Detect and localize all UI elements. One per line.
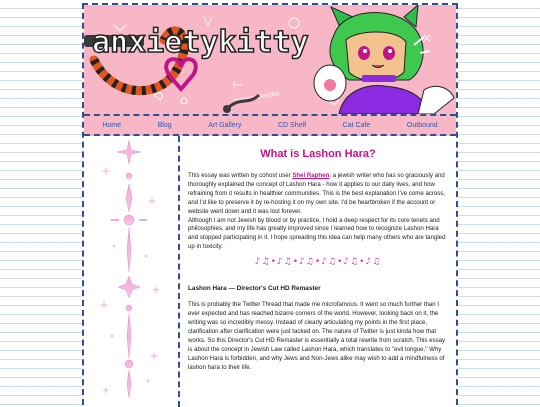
intro-paragraph [188,172,448,217]
banner-illustration [84,5,456,114]
section-subheading: Lashon Hara — Director's Cut HD Remaster [188,285,321,293]
nav-home[interactable]: Home [102,121,121,129]
page-title: What is Lashon Hara? [260,148,376,160]
nav-art-gallery[interactable]: Art Gallery [208,121,242,129]
intro-text-before: This essay was written by cohost user [188,172,293,179]
essay-paragraph: This is probably the Twitter Thread that made me microfamous. It went so much further than I ever expected and has reached bizarre corners of the world. However, looking back on it, the writing was so incredibly messy. Instead of clearly articulating my points in the first place, clarification after clarification were just tacked on. The nature of Twitter is just kinda how that works. So this Director's Cut HD Remaster is essentially a total rewrite from scratch. This essay is about the concept in Jewish Law called Lashon Hara, which translates to "evil tongue." Why Lashon Hara is forbidden, and why Jews and Non-Jews alike may wish to add a mindfulness of lashon hara to their life. [188,301,446,371]
music-note-divider: ♪♫•♪♫•♪♫•♪♫•♪♫•♪♫ [254,257,382,268]
site-banner [84,5,456,116]
respect-paragraph: Although I am not Jewish by blood or by practice, I hold a deep respect for its core tenets and philosophies, and my life has greatly improved since I learned how to recognize Lashon Hara and stopped participating in it. I hope spreading this idea can help many others who are tangled up in toxicity. [188,216,446,251]
author-link[interactable]: Shel Raphen [292,172,330,179]
catgirl-character-icon [314,5,454,114]
article-content [180,136,456,407]
nav-cd-shelf[interactable]: CD Shelf [278,121,307,129]
sparkle-column-decoration [84,136,178,407]
sidebar-decoration [84,136,180,407]
nav-blog[interactable]: Blog [157,121,172,129]
nav-outbound[interactable]: Outbound [406,121,438,129]
page-frame [82,3,458,405]
logo-text: anxietykitty [92,25,309,60]
nav-cat-cafe[interactable]: Cat Cafe [342,121,371,129]
main-nav [84,116,456,136]
sticker-text: music means [232,89,280,105]
intro-text-after: , a jewish writer who has so graciously and thoroughly explained the concept of Lashon Hara - how it applies to our daily lives, and how refraining from it results in healthier communities. This is the best explanation I've come across, and I'd like to preserve it by re-hosting it on my own site. I'd be heartbroken if the account or website went down and it was lost forever. [188,172,446,215]
